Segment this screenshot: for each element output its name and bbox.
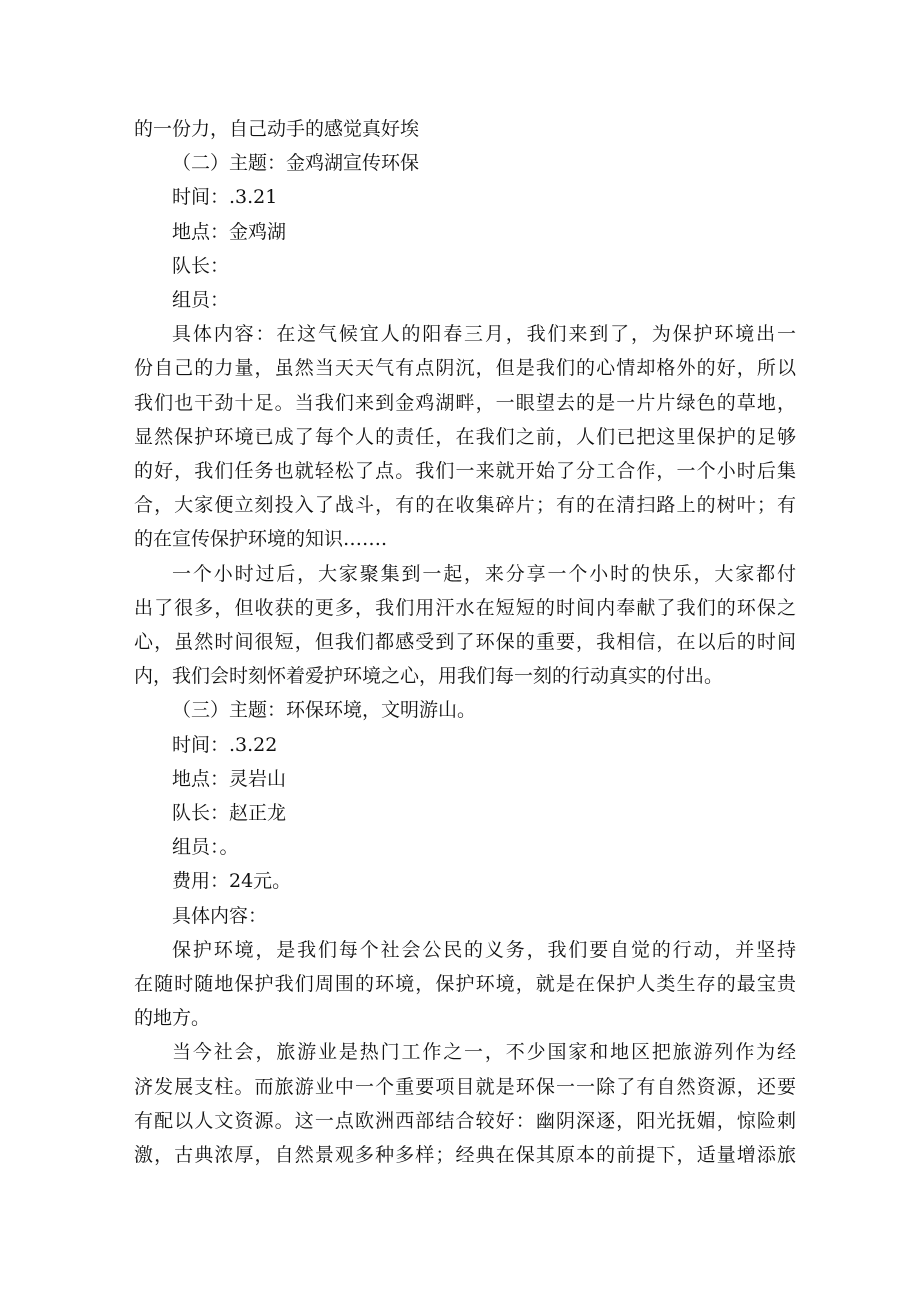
- section3-time: 时间：.3.22: [172, 733, 278, 756]
- section2-summary-line: 出了很多，但收获的更多，我们用汗水在短短的时间内奉献了我们的环保之: [134, 596, 796, 619]
- section3-place: 地点：灵岩山: [172, 767, 287, 790]
- section2-place: 地点：金鸡湖: [172, 220, 287, 243]
- section3-theme: （三）主题：环保环境，文明游山。: [172, 699, 477, 722]
- section3-leader: 队长：赵正龙: [172, 802, 287, 825]
- section2-content-line: 的在宣传保护环境的知识…….: [134, 528, 388, 551]
- section3-para2-line: 有配以人文资源。这一点欧洲西部结合较好：幽阴深逐，阳光抚媚，惊险刺: [134, 1109, 796, 1132]
- continuation-line: 的一份力，自己动手的感觉真好埃: [134, 118, 420, 140]
- section2-summary-line: 内，我们会时刻怀着爱护环境之心，用我们每一刻的行动真实的付出。: [134, 665, 724, 688]
- section3-content-label: 具体内容：: [172, 904, 268, 927]
- section2-leader: 队长：: [172, 254, 230, 277]
- document-page: [134, 112, 796, 1172]
- section2-content-line: 合，大家便立刻投入了战斗，有的在收集碎片；有的在清扫路上的树叶；有: [134, 494, 796, 517]
- section3-para1-line: 的地方。: [134, 1007, 211, 1030]
- section3-para2-line: 济发展支柱。而旅游业中一个重要项目就是环保一一除了有自然资源，还要: [134, 1075, 796, 1098]
- section2-time: 时间：.3.21: [172, 186, 278, 209]
- section3-para2-line: 激，古典浓厚，自然景观多种多样；经典在保其原本的前提下，适量增添旅: [134, 1144, 796, 1167]
- section2-content-line: 的好，我们任务也就轻松了点。我们一来就开始了分工合作，一个小时后集: [134, 460, 796, 483]
- section2-content-line: 显然保护环境已成了每个人的责任，在我们之前，人们已把这里保护的足够: [134, 425, 796, 448]
- section2-summary-line: 一个小时过后，大家聚集到一起，来分享一个小时的快乐，大家都付: [172, 562, 796, 585]
- section3-para1-line: 在随时随地保护我们周围的环境，保护环境，就是在保护人类生存的最宝贵: [134, 973, 796, 996]
- section3-members: 组员：。: [172, 836, 239, 859]
- section2-theme: （二）主题：金鸡湖宣传环保: [172, 152, 420, 175]
- section2-content-line: 我们也干劲十足。当我们来到金鸡湖畔，一眼望去的是一片片绿色的草地，: [134, 391, 796, 414]
- section3-para1-line: 保护环境，是我们每个社会公民的义务，我们要自觉的行动，并坚持: [172, 938, 796, 961]
- section2-content-line: 具体内容：在这气候宜人的阳春三月，我们来到了，为保护环境出一: [172, 323, 796, 346]
- section2-summary-line: 心，虽然时间很短，但我们都感受到了环保的重要，我相信，在以后的时间: [134, 631, 796, 654]
- section3-cost: 费用：24元。: [172, 870, 292, 893]
- section2-content-line: 份自己的力量，虽然当天天气有点阴沉，但是我们的心情却格外的好，所以: [134, 357, 796, 380]
- section3-para2-line: 当今社会，旅游业是热门工作之一，不少国家和地区把旅游列作为经: [172, 1041, 796, 1064]
- section2-members: 组员：: [172, 289, 230, 312]
